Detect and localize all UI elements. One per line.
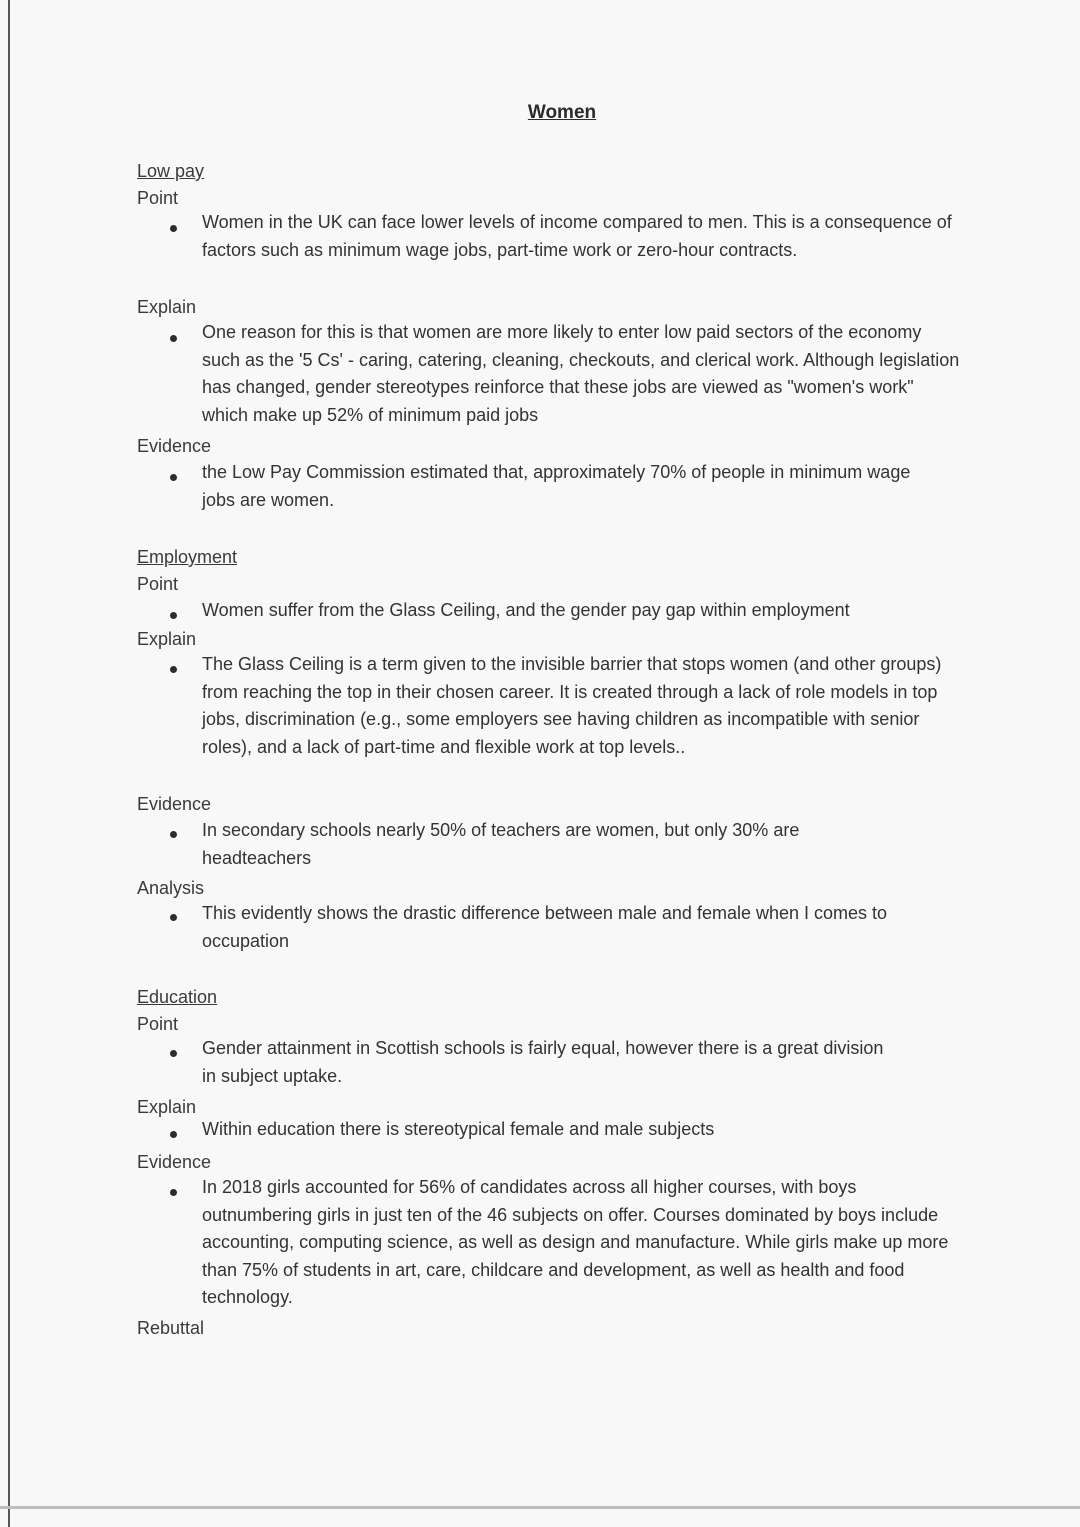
section-heading-education: Education: [137, 987, 218, 1007]
explain-text: One reason for this is that women are more likely to enter low paid sectors of the economy such as the '5 Cs' - caring, catering, cleaning, checkouts, and clerical work. Although legislation has changed, gender stereotypes reinforce that these jobs are viewed as "women's work" which make up 52% of minimum paid jobs: [202, 322, 960, 425]
bullet-icon: [170, 914, 177, 921]
bullet-icon: [170, 831, 177, 838]
explain-text: The Glass Ceiling is a term given to the invisible barrier that stops women (and other groups) from reaching the top in their chosen career. It is created through a lack of role models in top jobs, discrimination (e.g., some employers see having children as incompatible with senior roles), and a lack of part-time and flexible work at top levels..: [202, 654, 942, 757]
evidence-text: the Low Pay Commission estimated that, approximately 70% of people in minimum wage jobs are women.: [202, 462, 911, 510]
point-label: Point: [137, 1014, 179, 1034]
point-text: Women in the UK can face lower levels of income compared to men. This is a consequence of factors such as minimum wage jobs, part-time work or zero-hour contracts.: [202, 212, 952, 260]
bullet-icon: [170, 474, 177, 481]
bullet-icon: [170, 335, 177, 342]
point-text: Women suffer from the Glass Ceiling, and the gender pay gap within employment: [202, 600, 850, 620]
point-label: Point: [137, 574, 179, 594]
explain-text: Within education there is stereotypical female and male subjects: [202, 1119, 715, 1139]
explain-label: Explain: [137, 297, 197, 317]
bullet-icon: [170, 1189, 177, 1196]
rebuttal-label: Rebuttal: [137, 1318, 205, 1338]
section-heading-low-pay: Low pay: [137, 161, 205, 181]
explain-label: Explain: [137, 629, 197, 649]
evidence-label: Evidence: [137, 436, 212, 456]
evidence-label: Evidence: [137, 794, 212, 814]
evidence-label: Evidence: [137, 1152, 212, 1172]
evidence-text: In 2018 girls accounted for 56% of candidates across all higher courses, with boys outnumbering girls in just ten of the 46 subjects on offer. Courses dominated by boys include accounting, computing science, as well as design and manufacture. While girls make up more than 75% of students in art, care, childcare and development, as well as health and food technology.: [202, 1177, 949, 1307]
page-title: Women: [527, 102, 597, 123]
analysis-text: This evidently shows the drastic difference between male and female when I comes to occupation: [202, 903, 888, 951]
bullet-icon: [170, 225, 177, 232]
point-text: Gender attainment in Scottish schools is fairly equal, however there is a great division in subject uptake.: [202, 1038, 884, 1086]
section-heading-employment: Employment: [137, 547, 238, 567]
evidence-text: In secondary schools nearly 50% of teachers are women, but only 30% are headteachers: [202, 820, 800, 868]
point-label: Point: [137, 188, 179, 208]
analysis-label: Analysis: [137, 878, 205, 898]
bullet-icon: [170, 612, 177, 619]
bullet-icon: [170, 1131, 177, 1138]
bullet-icon: [170, 666, 177, 673]
bullet-icon: [170, 1050, 177, 1057]
explain-label: Explain: [137, 1097, 197, 1117]
